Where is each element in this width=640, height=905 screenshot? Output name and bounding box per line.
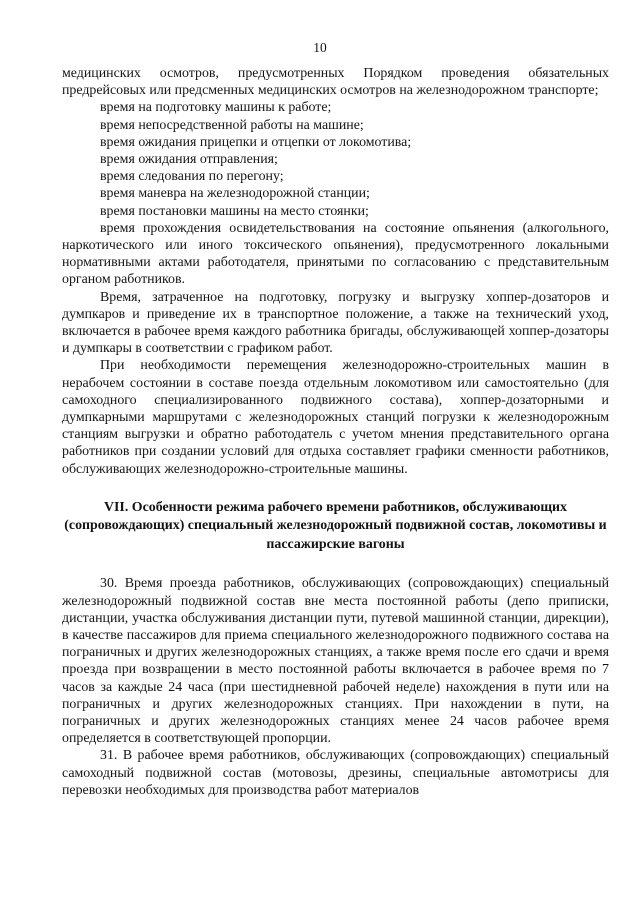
paragraph: время прохождения освидетельствования на состояние опьянения (алкогольного, наркотического или иного токсического опьянения), предусмотренного локальными нормативными актами работодателя, принятыми по согласованию с представительным органом работников. <box>62 220 609 288</box>
list-item: время постановки машины на место стоянки; <box>100 203 369 219</box>
paragraph-item-30: 30. Время проезда работников, обслуживающих (сопровождающих) специальный железнодорожный подвижной состав вне места постоянной работы (депо приписки, дистанции, участка обслуживания дистанции пути, путевой машинной станции, дирекции), в качестве пассажиров для приема специального железнодорожного подвижного состава на пограничных и других железнодорожных станциях, а также время после его сдачи и время проезда при возвращении в место постоянной работы включается в рабочее время по 7 часов за каждые 24 часа (при шестидневной рабочей неделе) нахождения в пути или на пограничных и других железнодорожных станциях. При нахождении в пути, на пограничных и других железнодорожных станциях менее 24 часов рабочее время определяется в соответствующей пропорции. <box>62 576 609 747</box>
list-item: время ожидания отправления; <box>100 152 278 168</box>
list-item: время ожидания прицепки и отцепки от локомотива; <box>100 134 412 150</box>
list-item: время непосредственной работы на машине; <box>100 117 364 133</box>
paragraph: При необходимости перемещения железнодорожно-строительных машин в нерабочем состоянии в составе поезда отдельным локомотивом или самостоятельно (для самоходного специализированного подвижного состава), хоппер-дозаторными и думпкарными маршрутами с железнодорожных станций погрузки к железнодорожным станциям выгрузки и обратно работодатель с учетом мнения представительного органа работников при создании условий для отдыха составляет графики сменности работников, обслуживающих железнодорожно-строительные машины. <box>62 358 609 477</box>
paragraph-continuation: медицинских осмотров, предусмотренных Порядком проведения обязательных предрейсовых или предсменных медицинских осмотров на железнодорожном транспорте; <box>62 66 609 99</box>
list-item: время маневра на железнодорожной станции; <box>100 186 370 202</box>
list-item: время на подготовку машины к работе; <box>100 100 332 116</box>
list-item: время следования по перегону; <box>100 169 284 185</box>
page-number: 10 <box>313 40 327 55</box>
document-body <box>62 65 609 799</box>
section-heading: VII. Особенности режима рабочего времени работников, обслуживающих (сопровождающих) специальный железнодорожный подвижной состав, локомотивы и пассажирские вагоны <box>64 499 607 552</box>
paragraph: Время, затраченное на подготовку, погрузку и выгрузку хоппер-дозаторов и думпкаров и приведение их в транспортное положение, а также на технический уход, включается в рабочее время каждого работника бригады, обслуживающей хоппер-дозаторы и думпкары в соответствии с графиком работ. <box>62 289 609 357</box>
paragraph-item-31: 31. В рабочее время работников, обслуживающих (сопровождающих) специальный самоходный подвижной состав (мотовозы, дрезины, специальные автомотрисы для перевозки необходимых для производства работ материалов <box>62 748 609 798</box>
